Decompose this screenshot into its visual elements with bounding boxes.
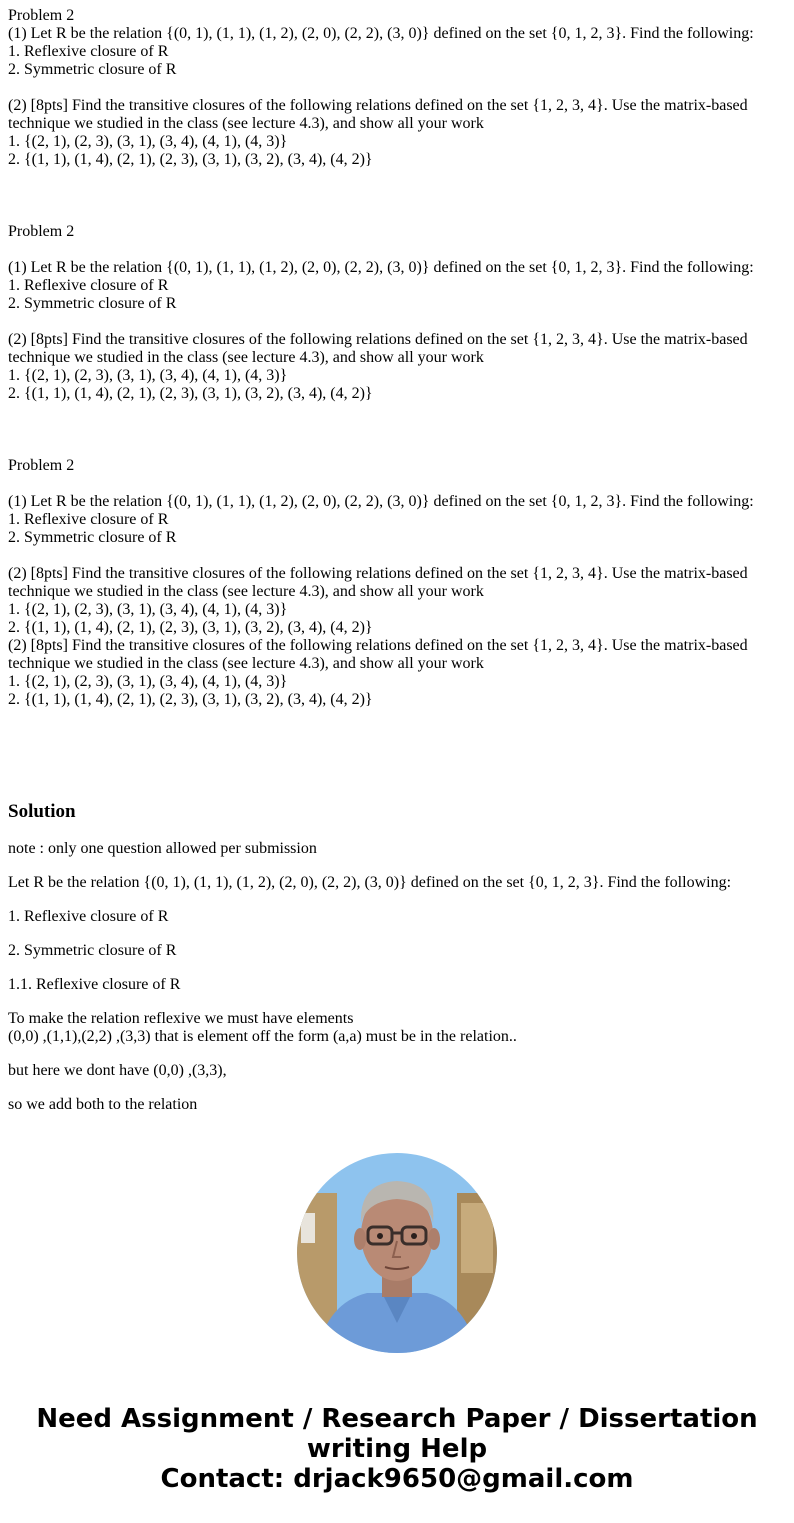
problem-block-3 bbox=[8, 457, 786, 709]
part-1-item-2: 2. Symmetric closure of R bbox=[8, 295, 177, 312]
problem-title: Problem 2 bbox=[8, 7, 75, 24]
tutor-portrait-icon bbox=[297, 1153, 497, 1353]
part-2-intro-line-2: technique we studied in the class (see lecture 4.3), and show all your work bbox=[8, 349, 484, 366]
solution-heading: Solution bbox=[8, 801, 76, 822]
part-1-item-2: 2. Symmetric closure of R bbox=[8, 61, 177, 78]
part-2-repeat-intro-line-2: technique we studied in the class (see lecture 4.3), and show all your work bbox=[8, 655, 484, 672]
part-2-intro-line-1: (2) [8pts] Find the transitive closures of the following relations defined on the set {1, 2, 3, 4}. Use the matrix-based bbox=[8, 97, 748, 114]
solution-missing: but here we dont have (0,0) ,(3,3), bbox=[8, 1062, 227, 1079]
part-2-item-1: 1. {(2, 1), (2, 3), (3, 1), (3, 4), (4, 1), (4, 3)} bbox=[8, 367, 288, 384]
part-1-item-2: 2. Symmetric closure of R bbox=[8, 529, 177, 546]
part-2-intro-line-2: technique we studied in the class (see lecture 4.3), and show all your work bbox=[8, 583, 484, 600]
problem-block-2 bbox=[8, 223, 786, 403]
problem-block-1 bbox=[8, 7, 786, 169]
footer-line-2: writing Help bbox=[306, 1434, 488, 1464]
part-1-item-1: 1. Reflexive closure of R bbox=[8, 43, 169, 60]
solution-subheading: 1.1. Reflexive closure of R bbox=[8, 976, 181, 993]
part-2-intro-line-1: (2) [8pts] Find the transitive closures of the following relations defined on the set {1, 2, 3, 4}. Use the matrix-based bbox=[8, 331, 748, 348]
solution-restatement: Let R be the relation {(0, 1), (1, 1), (1, 2), (2, 0), (2, 2), (3, 0)} defined on the set {0, 1, 2, 3}. Find the following: bbox=[8, 874, 732, 891]
part-2-repeat-item-1: 1. {(2, 1), (2, 3), (3, 1), (3, 4), (4, 1), (4, 3)} bbox=[8, 673, 288, 690]
part-1-intro: (1) Let R be the relation {(0, 1), (1, 1), (1, 2), (2, 0), (2, 2), (3, 0)} defined on the set {0, 1, 2, 3}. Find the following: bbox=[8, 493, 754, 510]
part-2-item-2: 2. {(1, 1), (1, 4), (2, 1), (2, 3), (3, 1), (3, 2), (3, 4), (4, 2)} bbox=[8, 385, 373, 402]
part-2-item-1: 1. {(2, 1), (2, 3), (3, 1), (3, 4), (4, 1), (4, 3)} bbox=[8, 133, 288, 150]
avatar bbox=[297, 1153, 497, 1353]
solution-item-1: 1. Reflexive closure of R bbox=[8, 908, 169, 925]
part-2-intro-line-2: technique we studied in the class (see lecture 4.3), and show all your work bbox=[8, 115, 484, 132]
part-2-item-1: 1. {(2, 1), (2, 3), (3, 1), (3, 4), (4, 1), (4, 3)} bbox=[8, 601, 288, 618]
solution-conclusion: so we add both to the relation bbox=[8, 1096, 198, 1113]
problem-content bbox=[8, 7, 786, 709]
solution-explanation bbox=[8, 1010, 786, 1046]
footer-banner bbox=[0, 1404, 794, 1494]
part-2-repeat-intro-line-1: (2) [8pts] Find the transitive closures of the following relations defined on the set {1, 2, 3, 4}. Use the matrix-based bbox=[8, 637, 748, 654]
explanation-line-1: To make the relation reflexive we must have elements bbox=[8, 1010, 354, 1027]
part-2-item-2: 2. {(1, 1), (1, 4), (2, 1), (2, 3), (3, 1), (3, 2), (3, 4), (4, 2)} bbox=[8, 619, 373, 636]
footer-line-1: Need Assignment / Research Paper / Dissertation bbox=[36, 1404, 758, 1434]
solution-note: note : only one question allowed per submission bbox=[8, 840, 317, 857]
part-1-item-1: 1. Reflexive closure of R bbox=[8, 511, 169, 528]
part-1-intro: (1) Let R be the relation {(0, 1), (1, 1), (1, 2), (2, 0), (2, 2), (3, 0)} defined on the set {0, 1, 2, 3}. Find the following: bbox=[8, 259, 754, 276]
part-2-repeat-item-2: 2. {(1, 1), (1, 4), (2, 1), (2, 3), (3, 1), (3, 2), (3, 4), (4, 2)} bbox=[8, 691, 373, 708]
part-1-item-1: 1. Reflexive closure of R bbox=[8, 277, 169, 294]
explanation-line-2: (0,0) ,(1,1),(2,2) ,(3,3) that is element off the form (a,a) must be in the relation.. bbox=[8, 1028, 517, 1045]
footer-contact: Contact: drjack9650@gmail.com bbox=[160, 1464, 634, 1494]
solution-item-2: 2. Symmetric closure of R bbox=[8, 942, 177, 959]
solution-body bbox=[8, 840, 786, 1130]
part-1-intro: (1) Let R be the relation {(0, 1), (1, 1), (1, 2), (2, 0), (2, 2), (3, 0)} defined on the set {0, 1, 2, 3}. Find the following: bbox=[8, 25, 754, 42]
part-2-intro-line-1: (2) [8pts] Find the transitive closures of the following relations defined on the set {1, 2, 3, 4}. Use the matrix-based bbox=[8, 565, 748, 582]
problem-title: Problem 2 bbox=[8, 223, 75, 240]
problem-title: Problem 2 bbox=[8, 457, 75, 474]
part-2-item-2: 2. {(1, 1), (1, 4), (2, 1), (2, 3), (3, 1), (3, 2), (3, 4), (4, 2)} bbox=[8, 151, 373, 168]
